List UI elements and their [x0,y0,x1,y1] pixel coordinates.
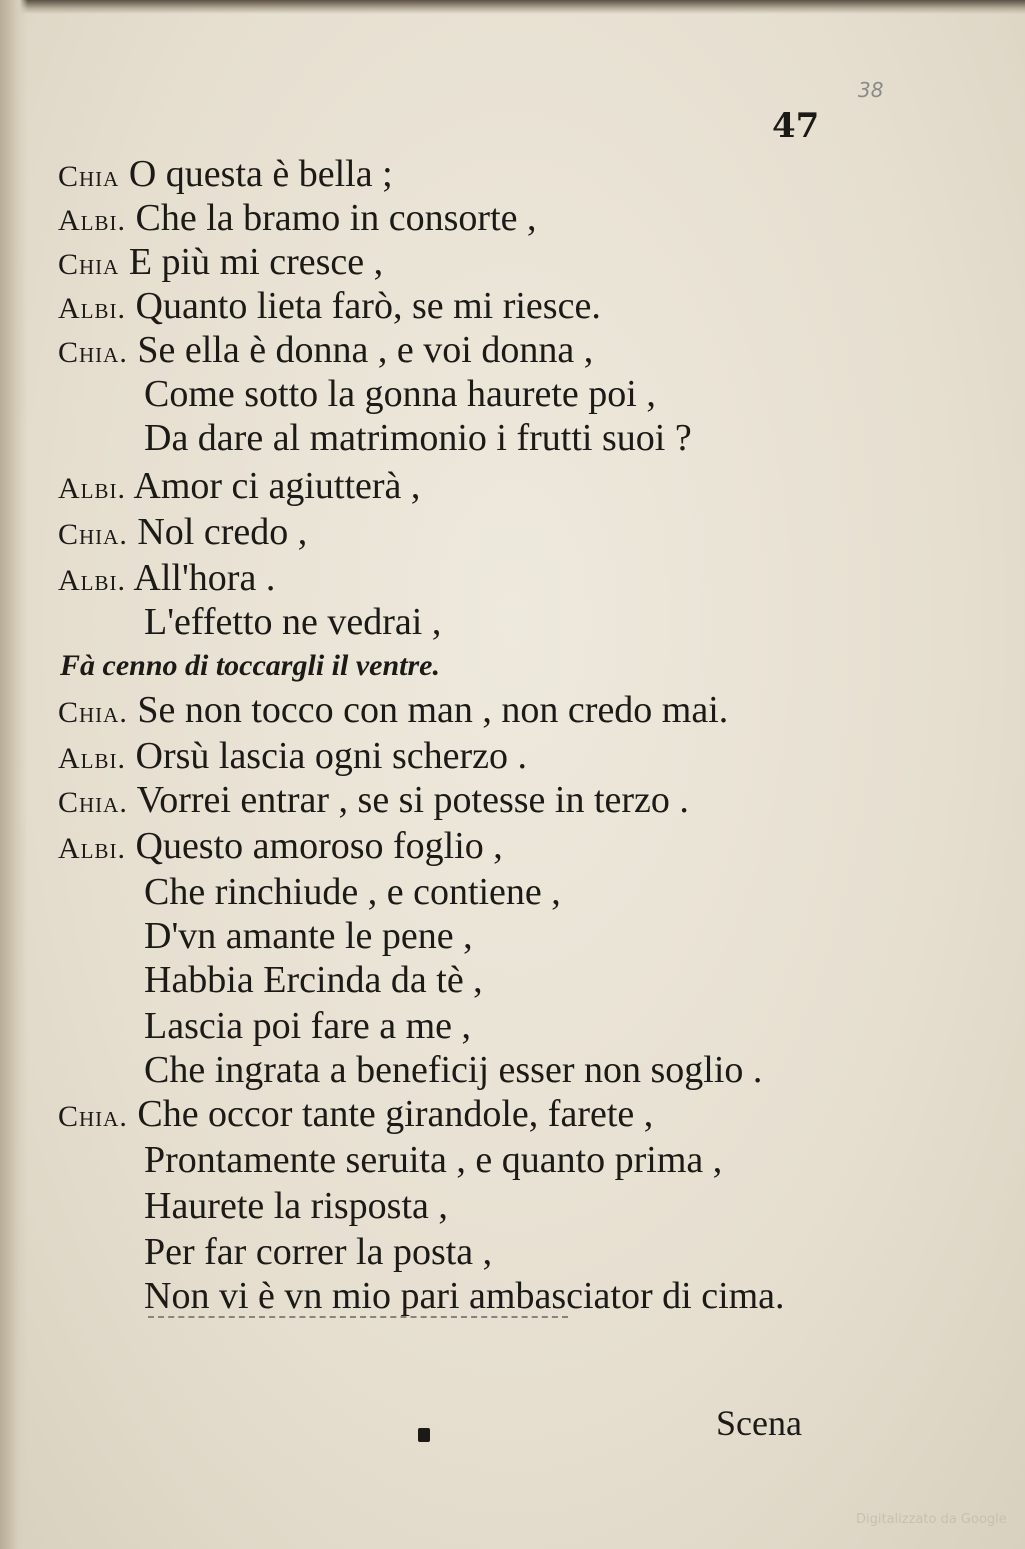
text-line [144,1048,762,1092]
page-gutter [0,0,28,1549]
line-text: Orsù lascia ogni scherzo . [126,735,527,777]
line-text: Che rinchiude , e contiene , [144,871,561,913]
text-line [58,824,503,871]
text-line [58,284,601,331]
line-text: Habbia Ercinda da tè , [144,959,483,1001]
text-line [144,1274,785,1318]
text-line [144,1230,492,1274]
text-line [144,1138,722,1182]
page-number: 47 [772,106,820,146]
rule-line [148,1316,568,1318]
line-text: Da dare al matrimonio i frutti suoi ? [144,417,692,459]
text-line [144,870,561,914]
speaker-label: Chia. [58,336,128,369]
line-text: L'effetto ne vedrai , [144,601,442,643]
text-line [58,196,537,243]
signature-mark [418,1428,430,1442]
line-text: All'hora . [126,557,276,599]
line-text: Nol credo , [127,511,308,553]
line-text: O questa è bella ; [119,153,393,195]
line-text: Come sotto la gonna haurete poi , [144,373,656,415]
speaker-label: Albi. [58,564,126,597]
line-text: Questo amoroso foglio , [126,825,503,867]
line-text: Prontamente seruita , e quanto prima , [144,1139,723,1181]
text-line [144,1004,471,1048]
digitization-watermark: Digitalizzato da Google [856,1512,1007,1527]
text-line [144,1184,448,1228]
speaker-label: Albi. [58,742,126,775]
line-text: Se non tocco con man , non credo mai. [127,689,729,731]
text-line [144,372,656,416]
speaker-label: Albi. [58,472,126,505]
speaker-label: Chia. [58,696,128,729]
text-line [58,464,420,511]
line-text: Amor ci agiutterà , [126,465,421,507]
text-line [58,556,275,603]
text-line [58,1092,653,1139]
text-line [58,328,593,375]
line-text: Haurete la risposta , [144,1185,448,1227]
stage-direction [60,644,440,688]
line-text: Che occor tante girandole, farete , [127,1093,654,1135]
line-text: Quanto lieta farò, se mi riesce. [126,285,601,327]
line-text: Che la bramo in consorte , [126,197,537,239]
text-line [58,510,307,557]
speaker-label: Chia. [58,518,128,551]
line-text: Lascia poi fare a me , [144,1005,472,1047]
line-text: D'vn amante le pene , [144,915,473,957]
speaker-label: Chia [58,160,120,193]
line-text: Se ella è donna , e voi donna , [127,329,594,371]
text-line [58,240,383,287]
line-text: Vorrei entrar , se si potesse in terzo . [127,779,689,821]
text-line [144,958,483,1002]
text-line [58,152,393,199]
speaker-label: Albi. [58,832,126,865]
speaker-label: Albi. [58,204,126,237]
text-line [144,416,692,460]
line-text: Fà cenno di toccargli il ventre. [60,649,440,682]
pencil-folio-number: 38 [858,78,884,102]
line-text: Non vi è vn mio pari ambasciator di cima. [144,1275,785,1317]
text-line [144,600,441,644]
text-line [58,778,689,825]
page-top-edge [0,0,1025,14]
speaker-label: Albi. [58,292,126,325]
line-text: Per far correr la posta , [144,1231,493,1273]
text-line [144,914,473,958]
text-line [58,734,527,781]
speaker-label: Chia. [58,786,128,819]
catchword: Scena [716,1403,802,1443]
text-line [58,688,728,735]
speaker-label: Chia [58,248,120,281]
line-text: Che ingrata a beneficij esser non soglio . [144,1049,763,1091]
speaker-label: Chia. [58,1100,128,1133]
line-text: E più mi cresce , [119,241,384,283]
